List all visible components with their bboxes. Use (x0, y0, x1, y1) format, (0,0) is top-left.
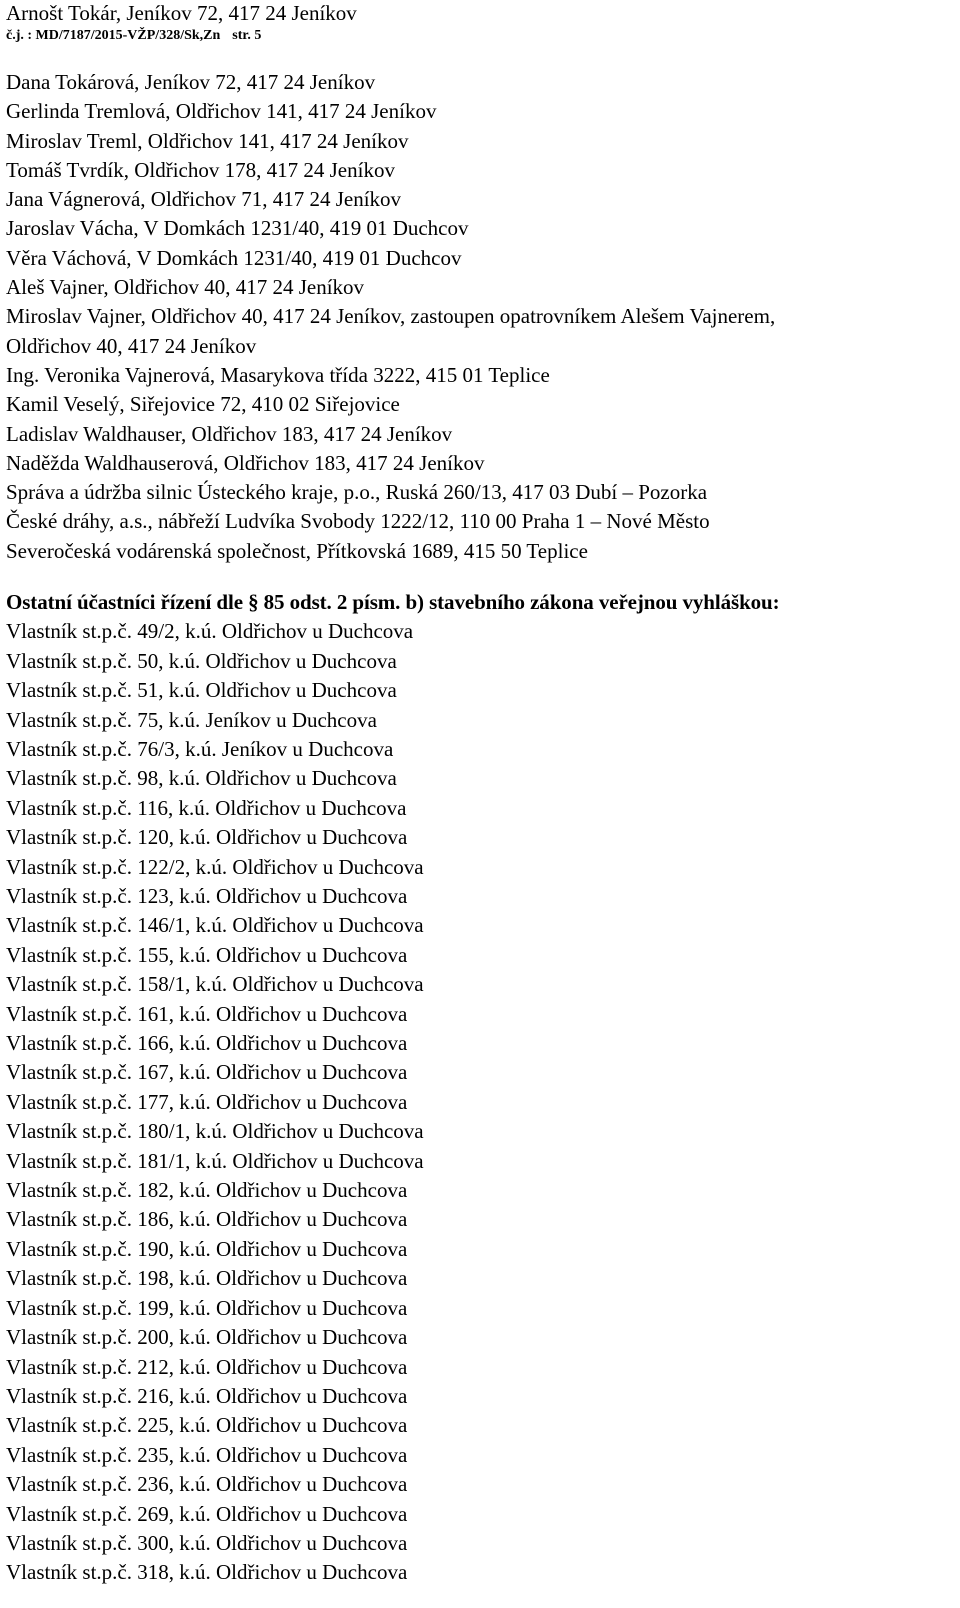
participant-line: Naděžda Waldhauserová, Oldřichov 183, 417 24 Jeníkov (6, 450, 485, 475)
participant-line: Ing. Veronika Vajnerová, Masarykova třída 3222, 415 01 Teplice (6, 362, 550, 387)
section-spacer (6, 566, 956, 588)
section-heading: Ostatní účastníci řízení dle § 85 odst. 2 písm. b) stavebního zákona veřejnou vyhláškou: (6, 590, 780, 615)
participant-line: Jana Vágnerová, Oldřichov 71, 417 24 Jeníkov (6, 187, 402, 212)
participant-line: Věra Váchová, V Domkách 1231/40, 419 01 Duchcov (6, 245, 462, 270)
owner-line: Vlastník st.p.č. 198, k.ú. Oldřichov u Duchcova (6, 1266, 408, 1291)
participant-line: Dana Tokárová, Jeníkov 72, 417 24 Jeníkov (6, 70, 376, 94)
owner-line: Vlastník st.p.č. 98, k.ú. Oldřichov u Duchcova (6, 766, 397, 791)
owner-line: Vlastník st.p.č. 225, k.ú. Oldřichov u Duchcova (6, 1413, 408, 1438)
header-name-line: Arnošt Tokár, Jeníkov 72, 417 24 Jeníkov (6, 1, 357, 25)
owner-line: Vlastník st.p.č. 216, k.ú. Oldřichov u Duchcova (6, 1383, 408, 1408)
owner-line: Vlastník st.p.č. 300, k.ú. Oldřichov u Duchcova (6, 1530, 408, 1555)
owner-line: Vlastník st.p.č. 116, k.ú. Oldřichov u Duchcova (6, 795, 407, 820)
participant-line: Aleš Vajner, Oldřichov 40, 417 24 Jeníkov (6, 275, 365, 300)
document-page (6, 0, 956, 1588)
owner-line: Vlastník st.p.č. 269, k.ú. Oldřichov u Duchcova (6, 1501, 408, 1526)
participant-line: Jaroslav Vácha, V Domkách 1231/40, 419 01 Duchcov (6, 216, 469, 241)
header-reference (6, 26, 956, 46)
owner-line: Vlastník st.p.č. 50, k.ú. Oldřichov u Duchcova (6, 648, 397, 673)
participant-line: Oldřichov 40, 417 24 Jeníkov (6, 333, 257, 358)
owner-line: Vlastník st.p.č. 122/2, k.ú. Oldřichov u Duchcova (6, 854, 424, 879)
owner-line: Vlastník st.p.č. 180/1, k.ú. Oldřichov u Duchcova (6, 1119, 424, 1144)
owner-line: Vlastník st.p.č. 235, k.ú. Oldřichov u Duchcova (6, 1442, 408, 1467)
owner-line: Vlastník st.p.č. 161, k.ú. Oldřichov u Duchcova (6, 1001, 408, 1026)
owner-line: Vlastník st.p.č. 200, k.ú. Oldřichov u Duchcova (6, 1325, 408, 1350)
owner-line: Vlastník st.p.č. 75, k.ú. Jeníkov u Duchcova (6, 707, 377, 732)
participant-line: Tomáš Tvrdík, Oldřichov 178, 417 24 Jeníkov (6, 157, 395, 182)
owner-line: Vlastník st.p.č. 182, k.ú. Oldřichov u Duchcova (6, 1178, 408, 1203)
participant-line: Severočeská vodárenská společnost, Přítkovská 1689, 415 50 Teplice (6, 538, 588, 563)
reference-number: č.j. : MD/7187/2015-VŽP/328/Sk,Zn (6, 28, 221, 43)
owner-line: Vlastník st.p.č. 123, k.ú. Oldřichov u Duchcova (6, 884, 408, 908)
participant-line: České dráhy, a.s., nábřeží Ludvíka Svobody 1222/12, 110 00 Praha 1 – Nové Město (6, 509, 710, 534)
owner-line: Vlastník st.p.č. 49/2, k.ú. Oldřichov u Duchcova (6, 619, 414, 644)
owner-line: Vlastník st.p.č. 318, k.ú. Oldřichov u Duchcova (6, 1560, 408, 1585)
owner-line: Vlastník st.p.č. 190, k.ú. Oldřichov u Duchcova (6, 1236, 408, 1261)
participant-line: Ladislav Waldhauser, Oldřichov 183, 417 24 Jeníkov (6, 421, 453, 446)
owner-line: Vlastník st.p.č. 158/1, k.ú. Oldřichov u Duchcova (6, 972, 424, 997)
participant-line: Miroslav Treml, Oldřichov 141, 417 24 Jeníkov (6, 128, 409, 153)
participant-line: Miroslav Vajner, Oldřichov 40, 417 24 Jeníkov, zastoupen opatrovníkem Alešem Vajnerem, (6, 304, 776, 329)
owner-line: Vlastník st.p.č. 51, k.ú. Oldřichov u Duchcova (6, 678, 397, 703)
owner-line: Vlastník st.p.č. 186, k.ú. Oldřichov u Duchcova (6, 1207, 408, 1232)
owner-line: Vlastník st.p.č. 155, k.ú. Oldřichov u Duchcova (6, 942, 408, 967)
participants-list (6, 68, 956, 566)
owners-list (6, 617, 956, 1587)
participant-line: Správa a údržba silnic Ústeckého kraje, p.o., Ruská 260/13, 417 03 Dubí – Pozorka (6, 480, 708, 505)
owner-line: Vlastník st.p.č. 236, k.ú. Oldřichov u Duchcova (6, 1472, 408, 1497)
participant-line: Kamil Veselý, Siřejovice 72, 410 02 Siřejovice (6, 392, 400, 417)
participant-line: Gerlinda Tremlová, Oldřichov 141, 417 24 Jeníkov (6, 99, 437, 124)
owner-line: Vlastník st.p.č. 199, k.ú. Oldřichov u Duchcova (6, 1295, 408, 1320)
owner-line: Vlastník st.p.č. 76/3, k.ú. Jeníkov u Duchcova (6, 736, 394, 761)
owner-line: Vlastník st.p.č. 181/1, k.ú. Oldřichov u Duchcova (6, 1148, 424, 1173)
owner-line: Vlastník st.p.č. 146/1, k.ú. Oldřichov u Duchcova (6, 913, 424, 938)
page-number: str. 5 (232, 28, 262, 43)
owner-line: Vlastník st.p.č. 177, k.ú. Oldřichov u Duchcova (6, 1089, 408, 1114)
owner-line: Vlastník st.p.č. 212, k.ú. Oldřichov u Duchcova (6, 1354, 408, 1379)
owner-line: Vlastník st.p.č. 167, k.ú. Oldřichov u Duchcova (6, 1060, 408, 1085)
owner-line: Vlastník st.p.č. 120, k.ú. Oldřichov u Duchcova (6, 825, 408, 850)
owner-line: Vlastník st.p.č. 166, k.ú. Oldřichov u Duchcova (6, 1031, 408, 1056)
